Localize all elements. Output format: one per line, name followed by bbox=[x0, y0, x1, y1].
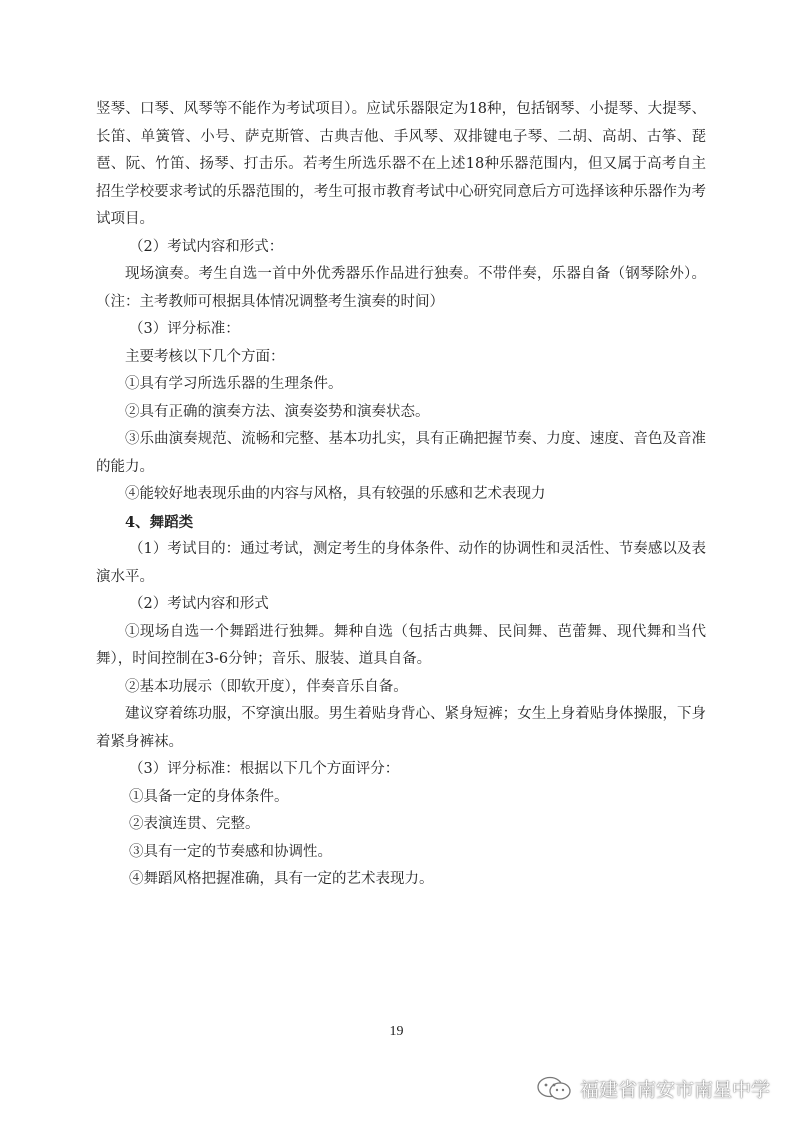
criteria-item: ④舞蹈风格把握准确，具有一定的艺术表现力。 bbox=[129, 871, 434, 887]
paragraph-dance-purpose: （1）考试目的：通过考试，测定考生的身体条件、动作的协调性和灵活性、节奏感以及表演水平。 bbox=[96, 541, 706, 585]
page-number: 19 bbox=[389, 1024, 404, 1039]
paragraph-dance-attire: 建议穿着练功服，不穿演出服。男生着贴身背心、紧身短裤；女生上身着贴身体操服，下身着紧身裤袜。 bbox=[96, 706, 706, 750]
subheading-dance-criteria: （3）评分标准：根据以下几个方面评分： bbox=[129, 761, 400, 777]
wechat-icon bbox=[536, 1075, 574, 1101]
criteria-item: ③具有一定的节奏感和协调性。 bbox=[129, 843, 332, 860]
criteria-item: ③乐曲演奏规范、流畅和完整、基本功扎实，具有正确把握节奏、力度、速度、音色及音准的能力。 bbox=[96, 431, 706, 475]
criteria-item: ①具有学习所选乐器的生理条件。 bbox=[125, 376, 343, 392]
criteria-item: ②具有正确的演奏方法、演奏姿势和演奏状态。 bbox=[125, 403, 430, 420]
section-heading-dance: 4、舞蹈类 bbox=[125, 513, 194, 531]
subheading-dance-content-form: （2）考试内容和形式 bbox=[129, 596, 269, 612]
watermark-text: 福建省南安市南星中学 bbox=[580, 1078, 771, 1101]
subheading-music-criteria: （3）评分标准： bbox=[129, 321, 240, 337]
paragraph-dance-basic-skills: ②基本功展示（即软开度），伴奏音乐自备。 bbox=[125, 678, 408, 695]
criteria-item: ④能较好地表现乐曲的内容与风格，具有较强的乐感和艺术表现力 bbox=[125, 486, 546, 502]
criteria-item: ①具备一定的身体条件。 bbox=[129, 788, 289, 805]
document-body bbox=[96, 96, 706, 894]
paragraph-dance-solo: ①现场自选一个舞蹈进行独舞。舞种自选（包括古典舞、民间舞、芭蕾舞、现代舞和当代舞），时间控制在3-6分钟；音乐、服装、道具自备。 bbox=[96, 623, 706, 667]
paragraph-instrument-list: 竖琴、口琴、风琴等不能作为考试项目）。应试乐器限定为18种，包括钢琴、小提琴、大提琴、长笛、单簧管、小号、萨克斯管、古典吉他、手风琴、双排键电子琴、二胡、高胡、古筝、琵琶、阮、竹笛、扬琴、打击乐。若考生所选乐器不在上述18种乐器范围内，但又属于高考自主招生学校要求考试的乐器范围的，考生可报市教育考试中心研究同意后方可选择该种乐器作为考试项目。 bbox=[96, 101, 706, 227]
subheading-music-content-form: （2）考试内容和形式： bbox=[129, 238, 284, 255]
criteria-item: ②表演连贯、完整。 bbox=[129, 816, 260, 832]
paragraph-music-performance: 现场演奏。考生自选一首中外优秀器乐作品进行独奏。不带伴奏，乐器自备（钢琴除外）。（注：主考教师可根据具体情况调整考生演奏的时间） bbox=[96, 266, 706, 310]
paragraph-music-criteria-intro: 主要考核以下几个方面： bbox=[125, 348, 285, 365]
wechat-watermark bbox=[536, 1074, 770, 1102]
